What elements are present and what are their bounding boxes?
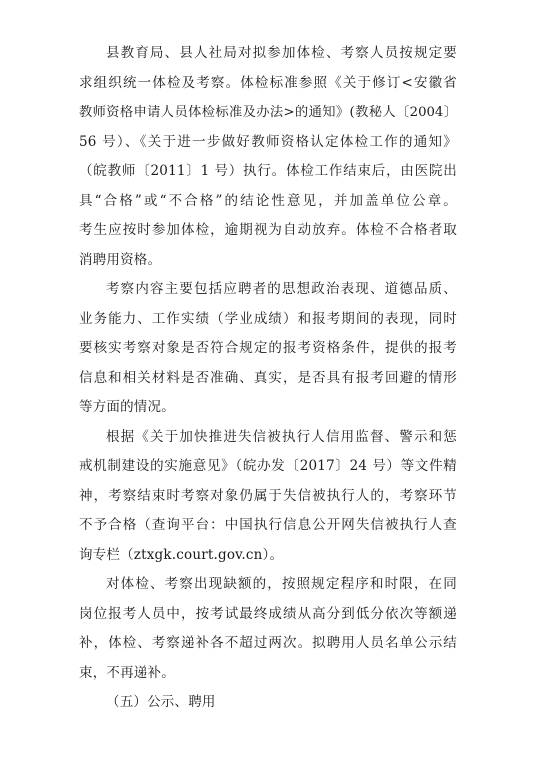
text-line: 求组织统一体检及考察。体检标准参照《关于修订<安徽省 xyxy=(79,74,457,91)
text-line: 对体检、考察出现缺额的，按照规定程序和时限，在同 xyxy=(106,576,457,592)
text-line: 岗位报考人员中，按考试最终成绩从高分到低分依次等额递 xyxy=(79,605,457,622)
text-line: 考察内容主要包括应聘者的思想政治表现、道德品质、 xyxy=(106,281,457,297)
text-line: 束，不再递补。 xyxy=(79,664,175,681)
text-line: 业务能力、工作实绩（学业成绩）和报考期间的表现，同时 xyxy=(79,310,457,327)
text-line: 考生应按时参加体检，逾期视为自动放弃。体检不合格者取 xyxy=(79,222,457,238)
text-line: （皖教师〔2011〕1 号）执行。体检工作结束后，由医院出 xyxy=(79,163,457,179)
text-line: 不予合格（查询平台：中国执行信息公开网失信被执行人查 xyxy=(79,517,457,533)
section-heading: （五）公示、聘用 xyxy=(106,694,216,710)
text-line: 要核实考察对象是否符合规定的报考资格条件，提供的报考 xyxy=(79,340,457,356)
text-line: 等方面的情况。 xyxy=(79,399,175,415)
text-line: 县教育局、县人社局对拟参加体检、考察人员按规定要 xyxy=(106,45,457,61)
text-line: 神，考察结束时考察对象仍属于失信被执行人的，考察环节 xyxy=(79,487,457,504)
paragraph-inspection-content xyxy=(79,275,457,423)
document-body xyxy=(79,39,457,718)
text-line: 询专栏（ztxgk.court.gov.cn）。 xyxy=(79,546,284,563)
text-line: 消聘用资格。 xyxy=(79,251,162,268)
paragraph-credit-check xyxy=(79,423,457,571)
paragraph-physical-exam xyxy=(79,39,457,275)
text-line: 教师资格申请人员体检标准及办法>的通知》(教秘人〔2004〕 xyxy=(79,105,457,120)
text-line: 信息和相关材料是否准确、真实，是否具有报考回避的情形 xyxy=(79,369,457,386)
text-line: 具“合格”或“不合格”的结论性意见，并加盖单位公章。 xyxy=(79,192,457,209)
text-line: 戒机制建设的实施意见》（皖办发〔2017〕24 号）等文件精 xyxy=(79,458,457,474)
text-line: 补，体检、考察递补各不超过两次。拟聘用人员名单公示结 xyxy=(79,635,457,651)
text-line: 56 号）、《关于进一步做好教师资格认定体检工作的通知》 xyxy=(79,133,457,150)
text-line: 根据《关于加快推进失信被执行人信用监督、警示和惩 xyxy=(106,428,457,445)
paragraph-vacancy-fill xyxy=(79,570,457,688)
